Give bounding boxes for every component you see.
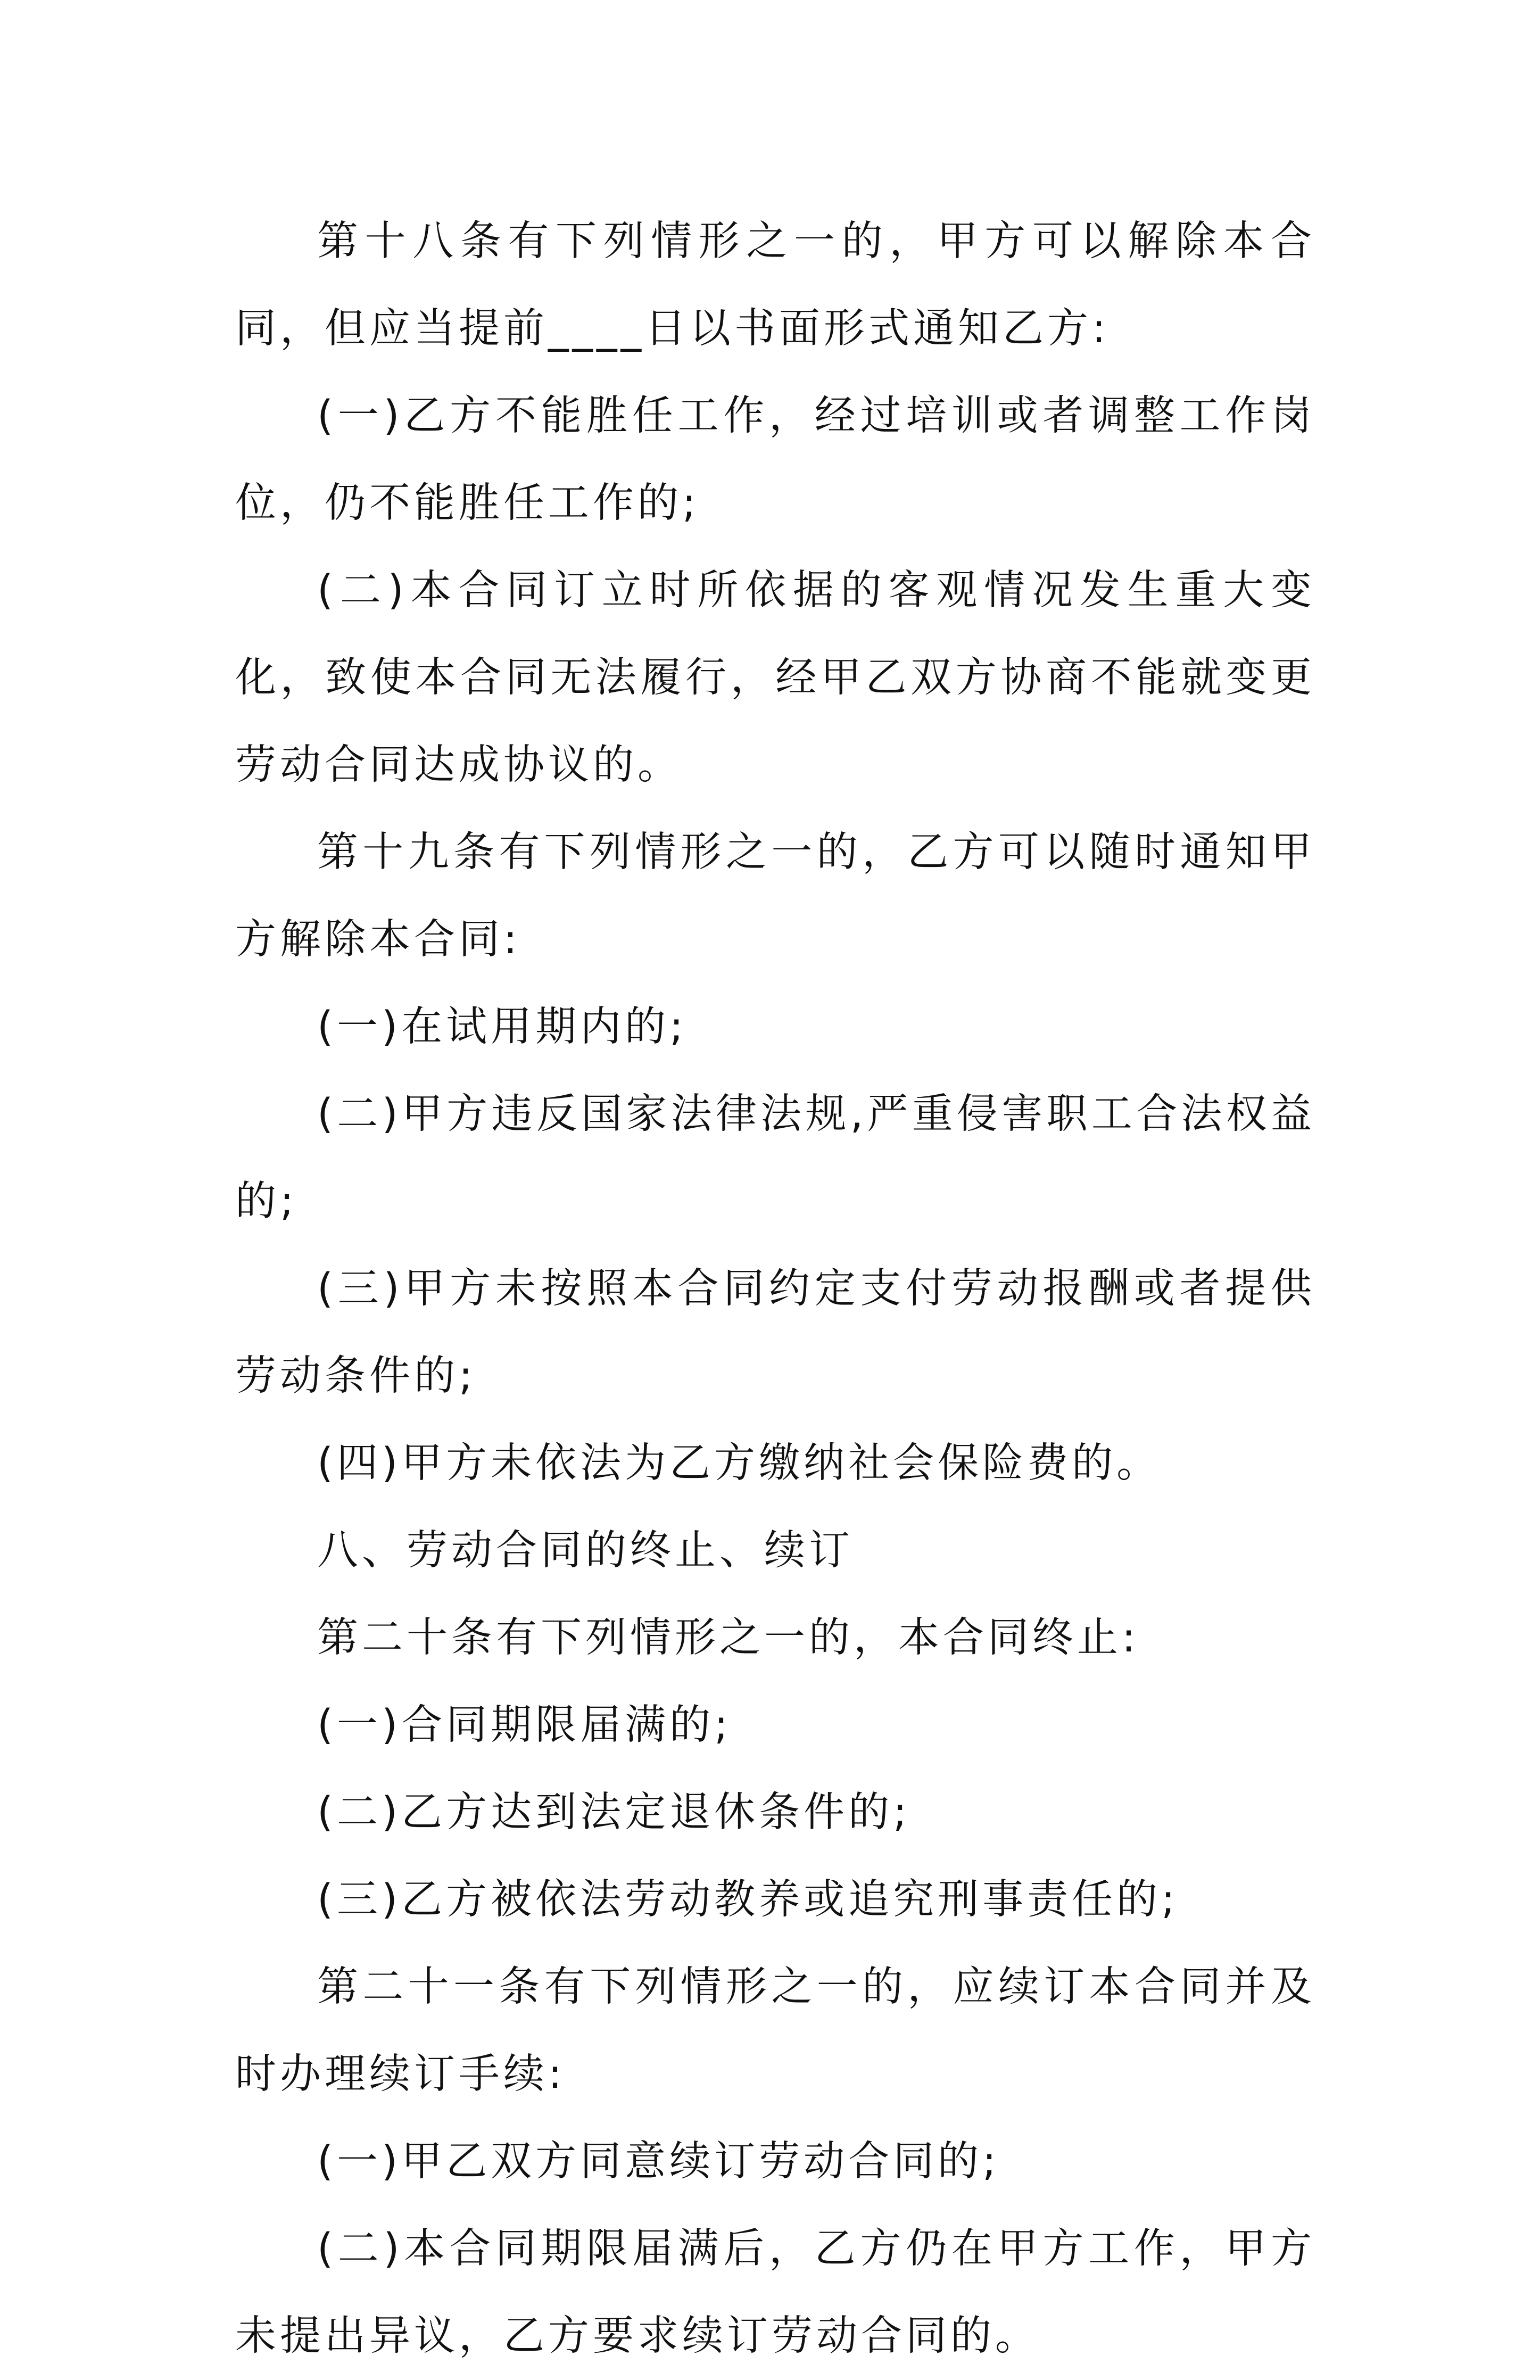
document-body: [235, 198, 1315, 2380]
article-19-item-2: (二)甲方违反国家法律法规,严重侵害职工合法权益的;: [235, 1090, 1315, 1225]
article-21-paragraph: 第二十一条有下列情形之一的，应续订本合同并及时办理续订手续:: [235, 1963, 1315, 2098]
article-20-item-2: (二)乙方达到法定退休条件的;: [317, 1789, 911, 1836]
article-19-paragraph: 第十九条有下列情形之一的，乙方可以随时通知甲方解除本合同:: [235, 829, 1315, 963]
article-21-item-1: (一)甲乙双方同意续订劳动合同的;: [317, 2138, 1000, 2185]
article-18-paragraph: 第十八条有下列情形之一的，甲方可以解除本合同，但应当提前____日以书面形式通知乙方:: [235, 218, 1315, 352]
article-18-item-2: (二)本合同订立时所依据的客观情况发生重大变化，致使本合同无法履行，经甲乙双方协商不能就变更劳动合同达成协议的。: [235, 567, 1315, 789]
article-19-item-4: (四)甲方未依法为乙方缴纳社会保险费的。: [317, 1440, 1162, 1487]
section-8-heading: 八、劳动合同的终止、续订: [317, 1527, 854, 1574]
article-21-item-2: (二)本合同期限届满后，乙方仍在甲方工作，甲方未提出异议，乙方要求续订劳动合同的。: [235, 2225, 1315, 2360]
article-20-paragraph: 第二十条有下列情形之一的，本合同终止:: [317, 1614, 1139, 1662]
article-20-item-3: (三)乙方被依法劳动教养或追究刑事责任的;: [317, 1876, 1179, 1923]
article-19-item-3: (三)甲方未按照本合同约定支付劳动报酬或者提供劳动条件的;: [235, 1265, 1315, 1400]
article-19-item-1: (一)在试用期内的;: [317, 1003, 688, 1051]
article-20-item-1: (一)合同期限届满的;: [317, 1701, 732, 1749]
article-18-item-1: (一)乙方不能胜任工作，经过培训或者调整工作岗位，仍不能胜任工作的;: [235, 392, 1315, 527]
